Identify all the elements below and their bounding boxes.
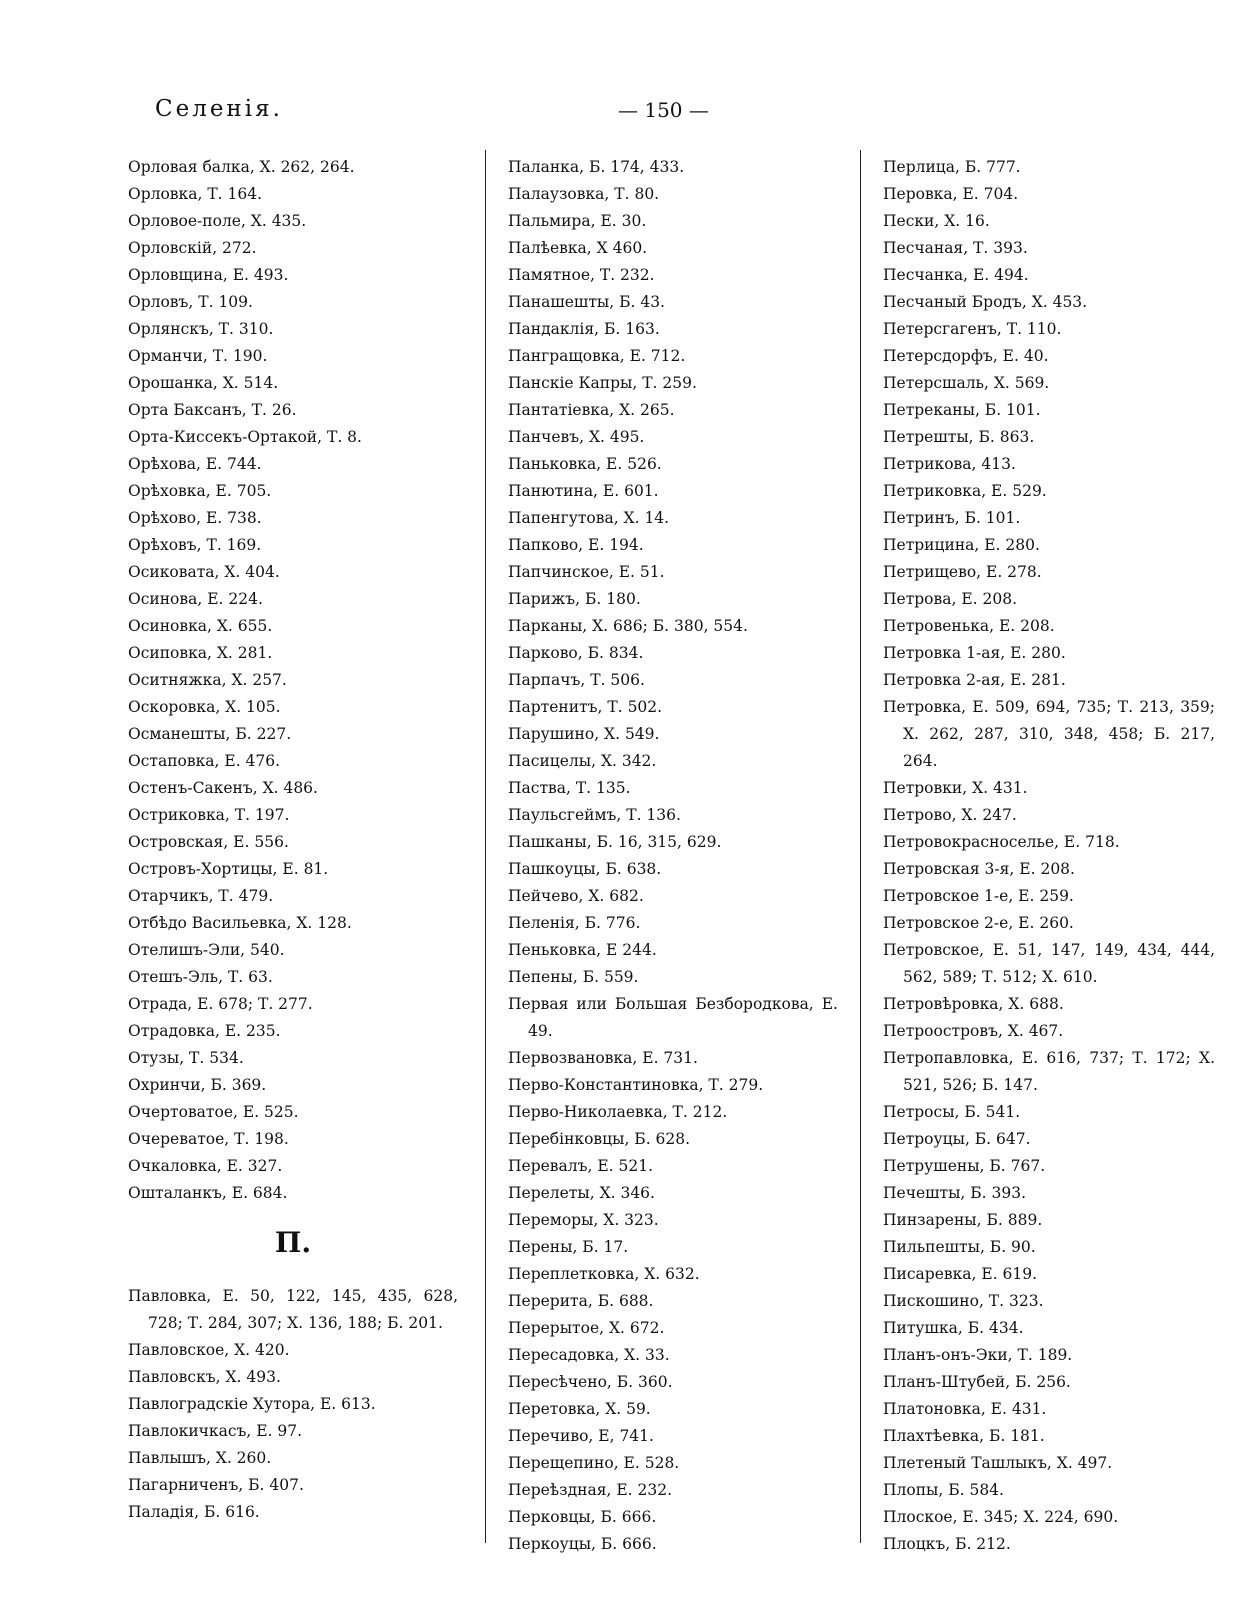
index-entry: Парпачъ, Т. 506. bbox=[508, 671, 645, 689]
index-entry: Петровокрасноселье, Е. 718. bbox=[883, 833, 1120, 851]
index-entry: Петринъ, Б. 101. bbox=[883, 509, 1021, 527]
index-entry: Орѣхово, Е. 738. bbox=[128, 509, 262, 527]
index-entry: Переплетковка, Х. 632. bbox=[508, 1265, 700, 1283]
index-entry: Петропавловка, Е. 616, 737; Т. 172; Х. 521, 526; Б. 147. bbox=[883, 1049, 1215, 1094]
index-entry: Петроуцы, Б. 647. bbox=[883, 1130, 1031, 1148]
index-entry: Павловка, Е. 50, 122, 145, 435, 628, 728; Т. 284, 307; Х. 136, 188; Б. 201. bbox=[128, 1287, 458, 1332]
index-entry: Осиновка, Х. 655. bbox=[128, 617, 273, 635]
index-entry: Островская, Е. 556. bbox=[128, 833, 289, 851]
index-entry: Папенгутова, Х. 14. bbox=[508, 509, 670, 527]
index-entry: Питушка, Б. 434. bbox=[883, 1319, 1024, 1337]
index-entry: Петроостровъ, Х. 467. bbox=[883, 1022, 1064, 1040]
index-entry: Парижъ, Б. 180. bbox=[508, 590, 641, 608]
index-entry: Плахтѣевка, Б. 181. bbox=[883, 1427, 1045, 1445]
index-entry: Петрова, Е. 208. bbox=[883, 590, 1018, 608]
index-entry: Орѣховка, Е. 705. bbox=[128, 482, 272, 500]
index-entry: Петриковка, Е. 529. bbox=[883, 482, 1047, 500]
index-entry: Охринчи, Б. 369. bbox=[128, 1076, 267, 1094]
index-entry: Плопы, Б. 584. bbox=[883, 1481, 1004, 1499]
index-entry: Перещепино, Е. 528. bbox=[508, 1454, 680, 1472]
index-entry: Переморы, Х. 323. bbox=[508, 1211, 659, 1229]
index-entry: Отрадовка, Е. 235. bbox=[128, 1022, 281, 1040]
index-entry: Орошанка, Х. 514. bbox=[128, 374, 279, 392]
index-entry: Платоновка, Е. 431. bbox=[883, 1400, 1047, 1418]
index-entry: Петровѣровка, Х. 688. bbox=[883, 995, 1064, 1013]
index-entry: Петросы, Б. 541. bbox=[883, 1103, 1021, 1121]
index-entry: Печешты, Б. 393. bbox=[883, 1184, 1027, 1202]
index-entry: Песчаный Бродъ, Х. 453. bbox=[883, 293, 1088, 311]
index-entry: Переѣздная, Е. 232. bbox=[508, 1481, 673, 1499]
index-entry: Орта Баксанъ, Т. 26. bbox=[128, 401, 297, 419]
index-entry: Пантатіевка, Х. 265. bbox=[508, 401, 675, 419]
index-entry: Орта-Киссекъ-Ортакой, Т. 8. bbox=[128, 428, 362, 446]
index-entry: Пильпешты, Б. 90. bbox=[883, 1238, 1036, 1256]
index-entry: Петерсдорфъ, Е. 40. bbox=[883, 347, 1049, 365]
index-entry: Перетовка, Х. 59. bbox=[508, 1400, 651, 1418]
index-entry: Осиповка, Х. 281. bbox=[128, 644, 273, 662]
index-entry: Петрешты, Б. 863. bbox=[883, 428, 1035, 446]
index-entry: Петровка, Е. 509, 694, 735; Т. 213, 359; Х. 262, 287, 310, 348, 458; Б. 217, 264. bbox=[883, 698, 1215, 770]
index-entry: Петрикова, 413. bbox=[883, 455, 1016, 473]
index-entry: Перелеты, Х. 346. bbox=[508, 1184, 655, 1202]
index-entry: Павловскъ, Х. 493. bbox=[128, 1368, 281, 1386]
index-entry: Оситняжка, Х. 257. bbox=[128, 671, 287, 689]
index-entry: Петрищево, Е. 278. bbox=[883, 563, 1042, 581]
index-entry: Павлокичкасъ, Е. 97. bbox=[128, 1422, 303, 1440]
index-entry: Плоское, Е. 345; Х. 224, 690. bbox=[883, 1508, 1119, 1526]
index-entry: Партенитъ, Т. 502. bbox=[508, 698, 663, 716]
index-entry: Перевалъ, Е. 521. bbox=[508, 1157, 653, 1175]
index-entry: Планъ-онъ-Эки, Т. 189. bbox=[883, 1346, 1073, 1364]
column-divider bbox=[860, 150, 861, 1543]
index-entry: Петровское 2-е, Е. 260. bbox=[883, 914, 1074, 932]
index-entry: Очереватое, Т. 198. bbox=[128, 1130, 289, 1148]
index-entry: Отарчикъ, Т. 479. bbox=[128, 887, 274, 905]
index-entry: Пинзарены, Б. 889. bbox=[883, 1211, 1043, 1229]
index-entry: Панашешты, Б. 43. bbox=[508, 293, 665, 311]
index-entry: Петрово, Х. 247. bbox=[883, 806, 1017, 824]
entry-list bbox=[508, 154, 838, 1558]
index-entry: Песчаная, Т. 393. bbox=[883, 239, 1028, 257]
index-entry: Османешты, Б. 227. bbox=[128, 725, 292, 743]
index-entry: Ошталанкъ, Е. 684. bbox=[128, 1184, 288, 1202]
index-entry: Отелишъ-Эли, 540. bbox=[128, 941, 285, 959]
index-entry: Островъ-Хортицы, Е. 81. bbox=[128, 860, 329, 878]
index-entry: Плетеный Ташлыкъ, Х. 497. bbox=[883, 1454, 1113, 1472]
index-entry: Планъ-Штубей, Б. 256. bbox=[883, 1373, 1071, 1391]
index-entry: Парково, Б. 834. bbox=[508, 644, 644, 662]
index-entry: Орловъ, Т. 109. bbox=[128, 293, 253, 311]
index-entry: Остаповка, Е. 476. bbox=[128, 752, 281, 770]
column-divider bbox=[485, 150, 486, 1543]
index-entry: Очкаловка, Е. 327. bbox=[128, 1157, 283, 1175]
index-entry: Перковцы, Б. 666. bbox=[508, 1508, 657, 1526]
index-entry: Петрицина, Е. 280. bbox=[883, 536, 1040, 554]
index-entry: Орѣхова, Е. 744. bbox=[128, 455, 262, 473]
index-entry: Пашканы, Б. 16, 315, 629. bbox=[508, 833, 722, 851]
index-entry: Орлянскъ, Т. 310. bbox=[128, 320, 274, 338]
index-entry: Перлица, Б. 777. bbox=[883, 158, 1021, 176]
index-entry: Перерита, Б. 688. bbox=[508, 1292, 654, 1310]
index-entry: Пашкоуцы, Б. 638. bbox=[508, 860, 662, 878]
index-entry: Песчанка, Е. 494. bbox=[883, 266, 1029, 284]
index-entry: Павлышъ, Х. 260. bbox=[128, 1449, 272, 1467]
index-entry: Петровки, Х. 431. bbox=[883, 779, 1028, 797]
section-heading: П. bbox=[274, 1226, 312, 1259]
index-entry: Петровское 1-е, Е. 259. bbox=[883, 887, 1074, 905]
index-entry: Паульсгеймъ, Т. 136. bbox=[508, 806, 681, 824]
index-entry: Перебінковцы, Б. 628. bbox=[508, 1130, 691, 1148]
index-entry: Палаузовка, Т. 80. bbox=[508, 185, 660, 203]
index-entry: Петровская 3-я, Е. 208. bbox=[883, 860, 1075, 878]
index-entry: Памятное, Т. 232. bbox=[508, 266, 655, 284]
index-entry: Остенъ-Сакенъ, Х. 486. bbox=[128, 779, 318, 797]
index-entry: Первозвановка, Е. 731. bbox=[508, 1049, 698, 1067]
index-entry: Пангращовка, Е. 712. bbox=[508, 347, 686, 365]
index-entry: Орѣховъ, Т. 169. bbox=[128, 536, 262, 554]
index-entry: Паладія, Б. 616. bbox=[128, 1503, 260, 1521]
index-entry: Панютина, Е. 601. bbox=[508, 482, 659, 500]
index-entry: Отрада, Е. 678; Т. 277. bbox=[128, 995, 313, 1013]
index-entry: Пискошино, Т. 323. bbox=[883, 1292, 1044, 1310]
index-entry: Петровское, Е. 51, 147, 149, 434, 444, 562, 589; Т. 512; Х. 610. bbox=[883, 941, 1215, 986]
index-entry: Парканы, Х. 686; Б. 380, 554. bbox=[508, 617, 748, 635]
index-entry: Пересадовка, Х. 33. bbox=[508, 1346, 670, 1364]
index-column-1 bbox=[128, 154, 458, 1526]
index-column-3 bbox=[883, 154, 1215, 1558]
index-entry: Перечиво, Е, 741. bbox=[508, 1427, 654, 1445]
entry-list-p bbox=[128, 1283, 458, 1526]
index-entry: Панскіе Капры, Т. 259. bbox=[508, 374, 697, 392]
index-entry: Орловскій, 272. bbox=[128, 239, 257, 257]
index-entry: Петерсгагенъ, Т. 110. bbox=[883, 320, 1062, 338]
index-entry: Павловское, Х. 420. bbox=[128, 1341, 290, 1359]
index-entry: Пеленія, Б. 776. bbox=[508, 914, 641, 932]
index-entry: Первая или Большая Безбородкова, Е. 49. bbox=[508, 995, 838, 1040]
index-entry: Пески, Х. 16. bbox=[883, 212, 990, 230]
index-column-2 bbox=[508, 154, 838, 1558]
index-entry: Перво-Николаевка, Т. 212. bbox=[508, 1103, 728, 1121]
index-entry: Плоцкъ, Б. 212. bbox=[883, 1535, 1011, 1553]
entry-list bbox=[883, 154, 1215, 1558]
page-number: — 150 — bbox=[618, 98, 709, 122]
index-entry: Петреканы, Б. 101. bbox=[883, 401, 1041, 419]
index-entry: Оскоровка, Х. 105. bbox=[128, 698, 281, 716]
index-entry: Паства, Т. 135. bbox=[508, 779, 631, 797]
index-entry: Орловое-поле, Х. 435. bbox=[128, 212, 307, 230]
index-entry: Пересѣчено, Б. 360. bbox=[508, 1373, 673, 1391]
index-entry: Орловка, Т. 164. bbox=[128, 185, 263, 203]
index-entry: Перво-Константиновка, Т. 279. bbox=[508, 1076, 764, 1094]
index-entry: Перовка, Е. 704. bbox=[883, 185, 1019, 203]
index-entry: Осиковата, Х. 404. bbox=[128, 563, 280, 581]
index-entry: Павлоградскіе Хутора, Е. 613. bbox=[128, 1395, 376, 1413]
index-entry: Перкоуцы, Б. 666. bbox=[508, 1535, 657, 1553]
index-entry: Перерытое, Х. 672. bbox=[508, 1319, 665, 1337]
index-entry: Панчевъ, Х. 495. bbox=[508, 428, 645, 446]
index-entry: Папчинское, Е. 51. bbox=[508, 563, 665, 581]
index-entry: Остриковка, Т. 197. bbox=[128, 806, 290, 824]
index-entry: Отешъ-Эль, Т. 63. bbox=[128, 968, 273, 986]
index-entry: Писаревка, Е. 619. bbox=[883, 1265, 1038, 1283]
index-entry: Орловщина, Е. 493. bbox=[128, 266, 289, 284]
index-entry: Папково, Е. 194. bbox=[508, 536, 644, 554]
index-entry: Орловая балка, Х. 262, 264. bbox=[128, 158, 355, 176]
index-entry: Петрушены, Б. 767. bbox=[883, 1157, 1046, 1175]
index-entry: Пепены, Б. 559. bbox=[508, 968, 639, 986]
index-entry: Петровенька, Е. 208. bbox=[883, 617, 1055, 635]
index-entry: Осинова, Е. 224. bbox=[128, 590, 263, 608]
index-entry: Парушино, Х. 549. bbox=[508, 725, 660, 743]
index-entry: Петерсшаль, Х. 569. bbox=[883, 374, 1050, 392]
index-entry: Пагарниченъ, Б. 407. bbox=[128, 1476, 304, 1494]
entry-list-o bbox=[128, 154, 458, 1207]
index-entry: Отузы, Т. 534. bbox=[128, 1049, 244, 1067]
index-entry: Паланка, Б. 174, 433. bbox=[508, 158, 685, 176]
index-entry: Пандаклія, Б. 163. bbox=[508, 320, 660, 338]
index-entry: Орманчи, Т. 190. bbox=[128, 347, 268, 365]
index-entry: Пальмира, Е. 30. bbox=[508, 212, 647, 230]
index-entry: Очертоватое, Е. 525. bbox=[128, 1103, 299, 1121]
index-entry: Петровка 1-ая, Е. 280. bbox=[883, 644, 1066, 662]
index-entry: Пейчево, Х. 682. bbox=[508, 887, 644, 905]
index-entry: Петровка 2-ая, Е. 281. bbox=[883, 671, 1066, 689]
page-title: Селенія. bbox=[155, 96, 283, 122]
index-entry: Пасицелы, Х. 342. bbox=[508, 752, 657, 770]
index-entry: Перены, Б. 17. bbox=[508, 1238, 629, 1256]
index-entry: Паньковка, Е. 526. bbox=[508, 455, 662, 473]
index-entry: Отбѣдо Васильевка, Х. 128. bbox=[128, 914, 352, 932]
index-entry: Палѣевка, Х 460. bbox=[508, 239, 648, 257]
index-entry: Пеньковка, Е 244. bbox=[508, 941, 657, 959]
